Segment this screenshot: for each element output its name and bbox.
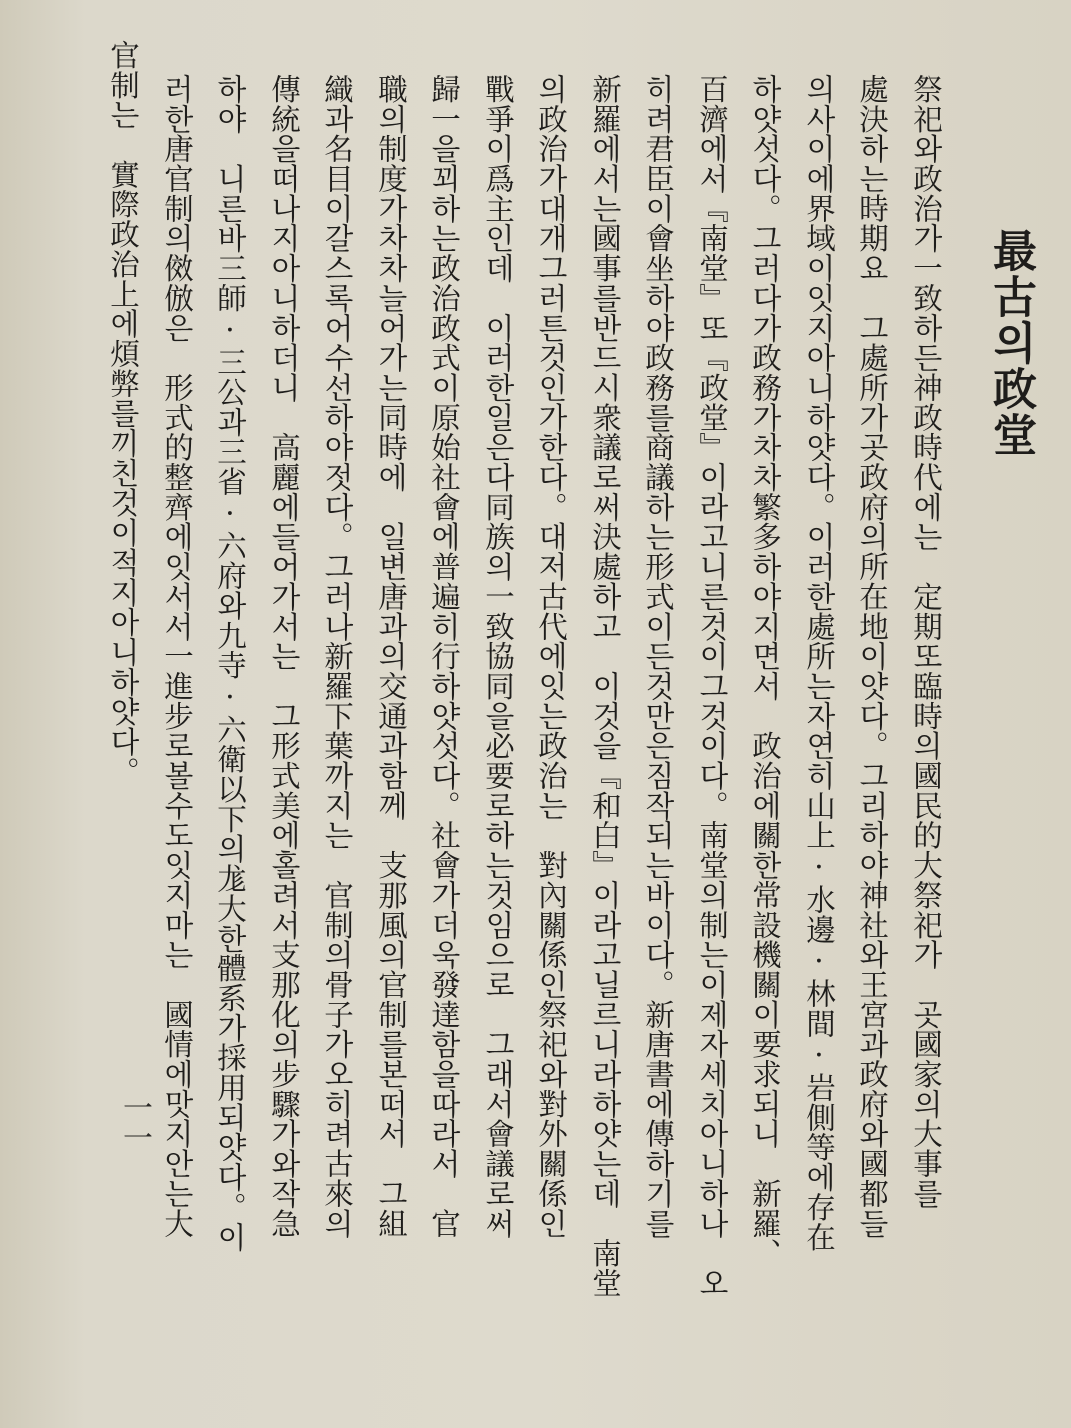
text-column: 織과名目이갈스록어수선하야젓다。그러나新羅下葉까지는 官制의骨子가오히려古來의 xyxy=(320,74,354,1239)
section-title: 最古의政堂 xyxy=(985,228,1036,458)
text-column: 하야 니른바三師·三公과三省·六府와九寺·六衛以下의尨大한體系가採用되얏다。이 xyxy=(213,74,247,1252)
text-column: 官制는 實際政治上에煩弊를끼친것이적지아니하얏다。 xyxy=(106,40,140,787)
text-column: 新羅에서는國事를반드시衆議로써決處하고 이것을『和白』이라고닐르니라하얏는데 南堂 xyxy=(588,74,622,1298)
text-column: 百濟에서『南堂』또『政堂』이라고니른것이그것이다。南堂의制는이제자세치아니하나 오 xyxy=(695,74,729,1298)
text-column: 傳統을떠나지아니하더니 高麗에들어가서는 그形式美에홀려서支那化의步驟가와작急 xyxy=(267,74,301,1239)
text-column: 職의制度가차차늘어가는同時에 일변唐과의交通과함께 支那風의官制를본떠서 그組 xyxy=(374,74,408,1239)
page-number: 一一 xyxy=(117,1092,152,1152)
text-column: 의사이에界域이잇지아니하얏다。이러한處所는자연히山上·水邊·林間·岩側等에存在 xyxy=(802,74,836,1252)
text-column: 러한唐官制의傚倣은 形式的整齊에잇서서一進步로볼수도잇지마는 國情에맛지안는大 xyxy=(160,74,194,1239)
text-column: 하얏섯다。그러다가政務가차차繁多하야지면서 政治에關한常設機關이要求되니 新羅、 xyxy=(748,74,782,1268)
text-column: 히려君臣이會坐하야政務를商議하는形式이든것만은짐작되는바이다。新唐書에傳하기를 xyxy=(641,74,675,1239)
text-column: 의政治가대개그러튼것인가한다。대저古代에잇는政治는 對內關係인祭祀와對外關係인 xyxy=(534,74,568,1239)
text-column: 歸一을꾀하는政治政式이原始社會에普遍히行하얏섯다。社會가더욱發達함을따라서 官 xyxy=(427,74,461,1239)
text-column: 處決하는時期요 그處所가곳政府의所在地이얏다。그리하야神社와王宮과政府와國都들 xyxy=(855,74,889,1239)
text-column: 戰爭이爲主인데 이러한일은다同族의一致協同을必要로하는것임으로 그래서會議로써 xyxy=(481,74,515,1239)
text-column: 祭祀와政治가一致하든神政時代에는 定期또臨時의國民的大祭祀가 곳國家의大事를 xyxy=(909,74,943,1209)
